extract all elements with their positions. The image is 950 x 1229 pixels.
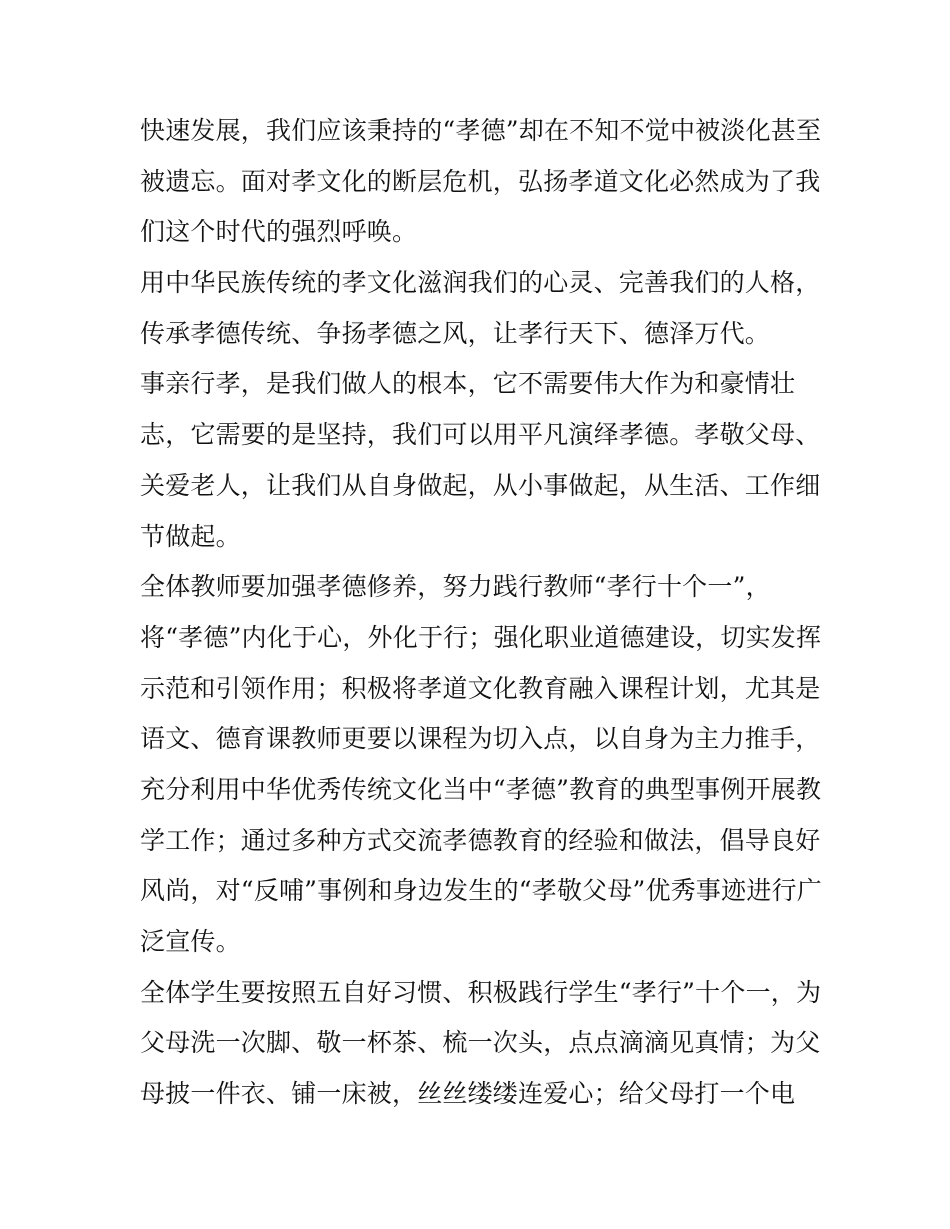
- text-line: 母披一件衣、铺一床被，丝丝缕缕连爱心；给父母打一个电: [140, 1079, 796, 1109]
- text-line: 传承孝德传统、争扬孝德之风，让孝行天下、德泽万代。: [140, 318, 771, 348]
- text-line: 志，它需要的是坚持，我们可以用平凡演绎孝德。孝敬父母、: [140, 420, 821, 450]
- text-line: 父母洗一次脚、敬一杯茶、梳一次头，点点滴滴见真情；为父: [140, 1028, 821, 1058]
- document-page: [140, 106, 822, 1120]
- text-line: 风尚，对“反哺”事例和身边发生的“孝敬父母”优秀事迹进行广: [140, 876, 822, 906]
- text-line: 事亲行孝，是我们做人的根本，它不需要伟大作为和豪情壮: [140, 369, 796, 399]
- text-line: 充分利用中华优秀传统文化当中“孝德”教育的典型事例开展教: [140, 774, 822, 804]
- text-line: 全体学生要按照五自好习惯、积极践行学生“孝行”十个一，为: [140, 977, 822, 1007]
- text-line: 关爱老人，让我们从自身做起，从小事做起，从生活、工作细: [140, 470, 821, 500]
- text-line: 示范和引领作用；积极将孝道文化教育融入课程计划，尤其是: [140, 673, 821, 703]
- text-line: 们这个时代的强烈呼唤。: [140, 217, 418, 247]
- text-line: 快速发展，我们应该秉持的“孝德”却在不知不觉中被淡化甚至: [140, 116, 822, 145]
- text-line: 将“孝德”内化于心，外化于行；强化职业道德建设，切实发挥: [140, 622, 822, 652]
- text-line: 被遗忘。面对孝文化的断层危机，弘扬孝道文化必然成为了我: [140, 166, 821, 196]
- text-line: 语文、德育课教师更要以课程为切入点，以自身为主力推手，: [140, 724, 821, 754]
- text-line: 全体教师要加强孝德修养，努力践行教师“孝行十个一”，: [140, 572, 771, 602]
- text-line: 泛宣传。: [140, 927, 241, 956]
- text-line: 节做起。: [140, 521, 241, 551]
- text-line: 用中华民族传统的孝文化滋润我们的心灵、完善我们的人格，: [140, 268, 821, 298]
- text-line: 学工作；通过多种方式交流孝德教育的经验和做法，倡导良好: [140, 825, 821, 855]
